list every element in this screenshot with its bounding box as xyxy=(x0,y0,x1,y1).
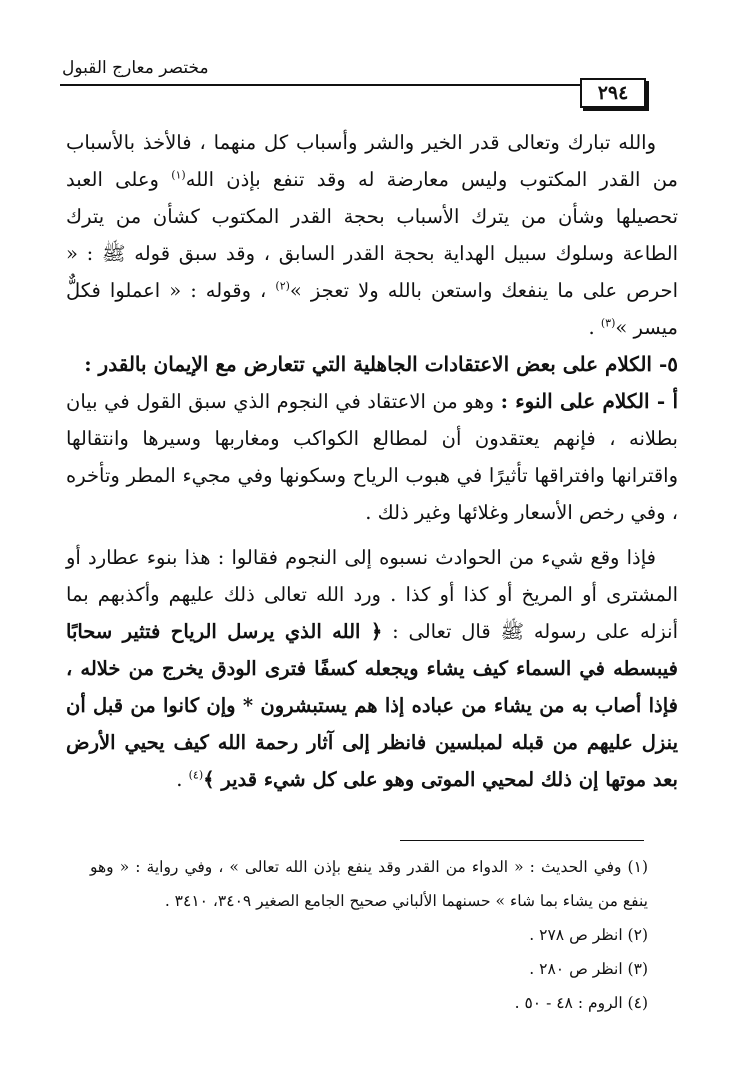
paragraph-text: والله تبارك وتعالى قدر الخير والشر وأسباب كل منهما ، فالأخذ بالأسباب من القدر المكتوب وليس معارضة له وقد تنفع بإذن الله xyxy=(66,131,678,191)
footnote-1: (١) وفي الحديث : « الدواء من القدر وقد ينفع بإذن الله تعالى » ، وفي رواية : « وهو ينفع من يشاء بما شاء » حسنهما الألباني صحيح الجامع الصغير ٣٤٠٩، ٣٤١٠ . xyxy=(90,858,648,910)
footnote-ref-4: (٤) xyxy=(188,768,204,782)
footnotes xyxy=(90,850,648,1020)
footnote-rule xyxy=(400,840,644,841)
paragraph-text: فإذا وقع شيء من الحوادث نسبوه إلى النجوم فقالوا : هذا بنوء عطارد أو المشترى أو المريخ أو كذا أو كذا . ورد الله تعالى ذلك عليهم وأكذبهم بما أنزله على رسوله ﷺ قال تعالى : xyxy=(66,546,678,643)
main-text xyxy=(66,124,678,798)
footnote-ref-3: (٣) xyxy=(600,316,616,330)
running-header-title: مختصر معارج القبول xyxy=(62,58,209,78)
paragraph-causes xyxy=(66,124,678,346)
paragraph-text: . xyxy=(588,316,601,339)
paragraph-text: وعلى العبد تحصيلها وشأن من يترك الأسباب بحجة القدر المكتوب كشأن من يترك الطاعة وسلوك سبيل الهداية بحجة القدر السابق ، وقد سبق قوله ﷺ : « احرص على ما ينفعك واستعن بالله ولا تعجز » xyxy=(66,168,679,302)
paragraph-stars xyxy=(66,539,678,798)
section-heading-5: ٥- الكلام على بعض الاعتقادات الجاهلية التي تتعارض مع الإيمان بالقدر : xyxy=(84,352,678,376)
paragraph-text: ، وقوله : « اعملوا فكلٌّ ميسر » xyxy=(66,279,678,339)
page-number: ٢٩٤ xyxy=(580,78,646,108)
footnote-2: (٢) انظر ص ٢٧٨ . xyxy=(529,926,648,944)
quran-verse: ﴿ الله الذي يرسل الرياح فتثير سحابًا فيبسطه في السماء كيف يشاء ويجعله كسفًا فترى الودق يخرج من خلاله ، فإذا أصاب به من يشاء من عباده إذا هم يستبشرون * وإن كانوا من قبل أن ينزل عليهم من قبله لمبلسين فانظر إلى آثار رحمة الله كيف يحيي الأرض بعد موتها إن ذلك لمحيي الموتى وهو على كل شيء قدير ﴾ xyxy=(66,620,678,791)
footnote-ref-1: (١) xyxy=(171,168,186,182)
paragraph-naw xyxy=(66,383,678,531)
paragraph-text: وهو من الاعتقاد في النجوم الذي سبق القول في بيان بطلانه ، فإنهم يعتقدون أن لمطالع الكواكب ومغاربها وسيرها وانتقالها واقترانها وافتراقها تأثيرًا في هبوب الرياح وسكونها وفي مجيء المطر وتأخره ، وفي رخص الأسعار وغلائها وغير ذلك . xyxy=(66,390,678,524)
subheading-a: أ - الكلام على النوء : xyxy=(500,389,678,413)
footnote-ref-2: (٢) xyxy=(275,279,290,293)
paragraph-text: . xyxy=(176,768,189,791)
header-rule xyxy=(60,84,580,86)
footnote-4: (٤) الروم : ٤٨ - ٥٠ . xyxy=(514,994,648,1012)
footnote-3: (٣) انظر ص ٢٨٠ . xyxy=(529,960,648,978)
